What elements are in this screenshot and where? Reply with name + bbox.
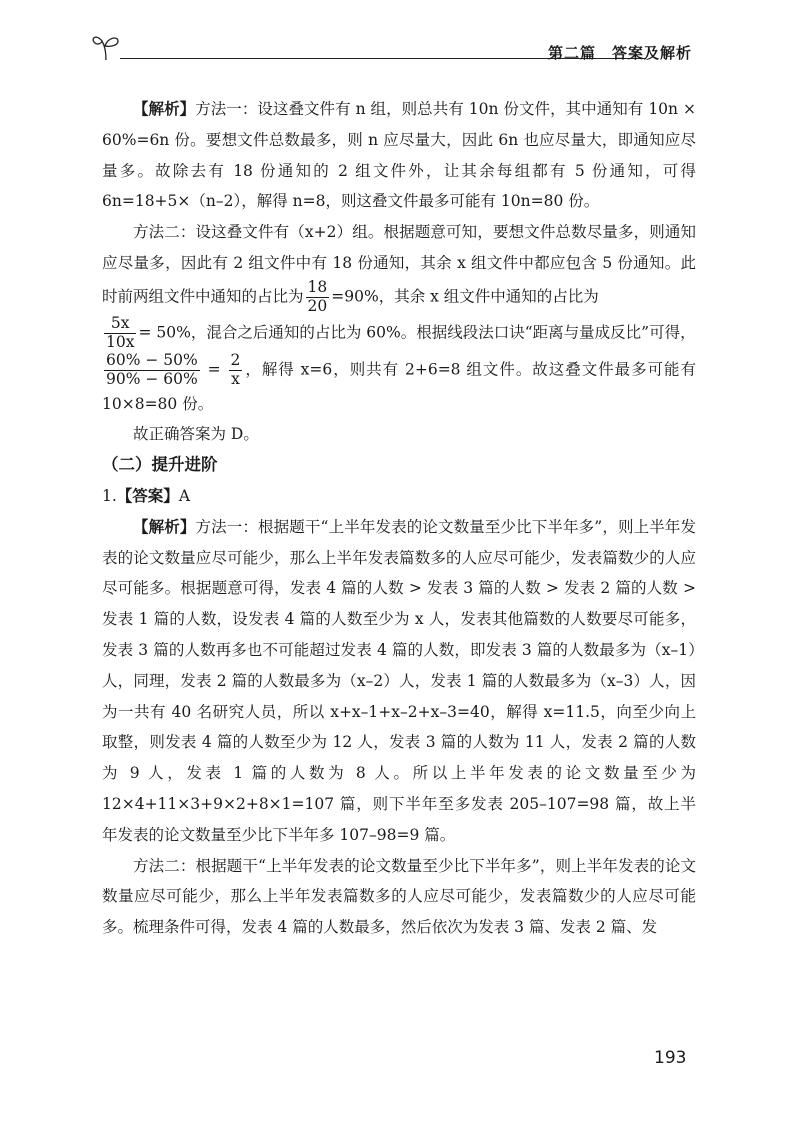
fraction-percent-diff: [104, 352, 200, 389]
conclusion-line: 故正确答案为 D。: [133, 425, 259, 444]
answer-line: [102, 481, 696, 512]
q1-analysis-method2: 方法二：根据题干“上半年发表的论文数量至少比下半年多”，则上半年发表的论文数量应尽可能少，那么上半年发表篇数多的人应尽可能少，发表篇数少的人应尽可能多。梳理条件可得，发表 4 篇的人数最多，然后依次为发表 3 篇、发表 2 篇、发: [102, 856, 696, 937]
fraction-5x-10x: [104, 315, 136, 352]
method2-text-end: ，解得 x=6，则共有 2+6=8 组文件。故这叠文件最多可能有 10×8=80 份。: [102, 360, 696, 413]
method2-paragraph: [102, 217, 696, 419]
method2-text-mid1: =90%，其余 x 组文件中通知的占比为: [331, 287, 599, 306]
analysis-label: 【解析】: [133, 517, 196, 536]
fraction-numerator: 18: [307, 277, 328, 296]
section-header-title: 第二篇 答案及解析: [547, 44, 692, 62]
q1-analysis-method1: [102, 512, 696, 851]
analysis-label: 【解析】: [133, 100, 196, 118]
fraction-denominator: 90% − 60%: [106, 369, 198, 388]
answer-value: A: [178, 487, 191, 506]
fraction-denominator: x: [231, 369, 240, 388]
sprout-icon: [90, 32, 124, 62]
analysis-paragraph-method1: [102, 94, 696, 217]
fraction-denominator: 10x: [106, 333, 135, 352]
analysis-method1-text: 方法一：设这叠文件有 n 组，则总共有 10n 份文件，其中通知有 10n × 60%=6n 份。要想文件总数最多，则 n 应尽量大，因此 6n 也应尽量大，即通知应尽量多。故除去有 18 份通知的 2 组文件外，让其余每组都有 5 份通知，可得 6n=18+5×（n–2），解得 n=8，则这叠文件最多可能有 10n=80 份。: [102, 100, 696, 211]
fraction-numerator: 5x: [104, 315, 136, 334]
fraction-denominator: 20: [307, 296, 328, 315]
page-number: 193: [654, 1048, 687, 1068]
page-content: [102, 94, 696, 943]
fraction-numerator: 2: [230, 351, 241, 370]
section-heading: （二）提升进阶: [102, 455, 218, 475]
question-number: 1.: [102, 487, 117, 506]
method2-text-mid2: = 50%，混合之后通知的占比为 60%。根据线段法口诀“距离与量成反比”可得，: [138, 323, 696, 342]
fraction-2-x: [229, 352, 243, 389]
method2-text-before: 方法二：设这叠文件有（x+2）组。根据题意可知，要想文件总数尽量多，则通知应尽量多，因此有 2 组文件中有 18 份通知，其余 x 组文件中都应包含 5 份通知。此时前两组文件中通知的占比为: [102, 223, 696, 306]
answer-label: 【答案】: [116, 487, 179, 506]
fraction-18-20: [306, 279, 330, 316]
q1-method1-text: 方法一：根据题干“上半年发表的论文数量至少比下半年多”，则上半年发表的论文数量应尽可能少，那么上半年发表篇数多的人应尽可能少，发表篇数少的人应尽可能多。根据题意可得，发表 4 篇的人数 > 发表 3 篇的人数 > 发表 2 篇的人数 > 发表 1 篇的人数，设发表 4 篇的人数至少为 x 人，发表其他篇数的人数要尽可能多，发表 3 篇的人数再多也不可能超过发表 4 篇的人数，即发表 3 篇的人数最多为（x–1）人，同理，发表 2 篇的人数最多为（x–2）人，发表 1 篇的人数最多为（x–3）人，因为一共有 40 名研究人员，所以 x+x–1+x–2+x–3=40，解得 x=11.5，向至少向上取整，则发表 4 篇的人数至少为 12 人，发表 3 篇的人数为 11 人，发表 2 篇的人数为 9 人，发表 1 篇的人数为 8 人。所以上半年发表的论文数量至少为 12×4+11×3+9×2+8×1=107 篇，则下半年至多发表 205–107=98 篇，故上半年发表的论文数量至少比下半年多 107–98=9 篇。: [102, 517, 696, 844]
fraction-equals: =: [201, 360, 227, 379]
fraction-numerator: 60% − 50%: [106, 351, 198, 370]
page-header: [90, 28, 700, 68]
